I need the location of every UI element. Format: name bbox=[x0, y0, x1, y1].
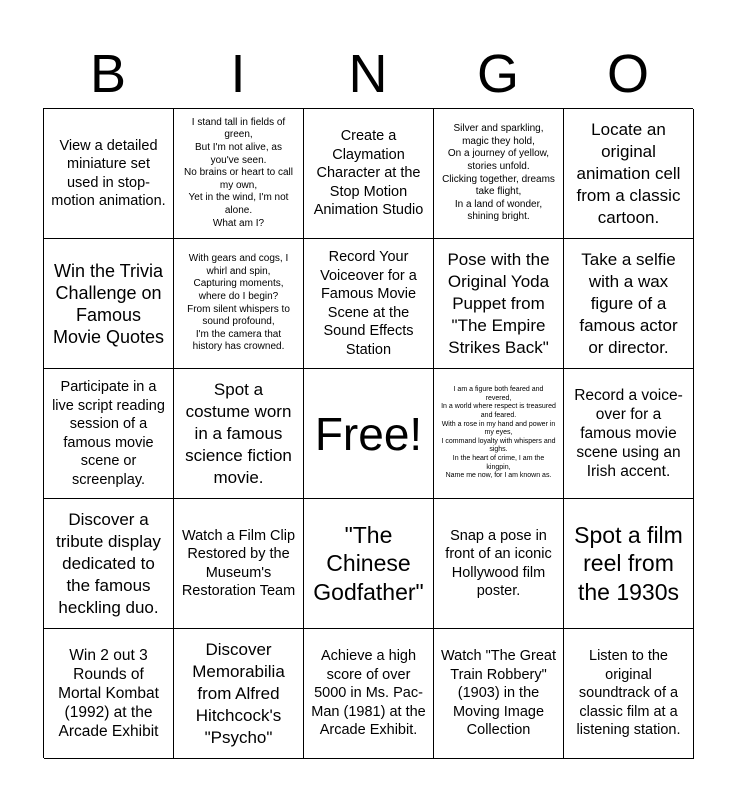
bingo-cell-r2c2 bbox=[174, 239, 304, 369]
free-space-text: Free! bbox=[314, 407, 423, 460]
cell-text: Silver and sparkling, magic they hold, On a journey of yellow, stories unfold. Clicking together, dreams take flight, In a land of wonder, shining bright. bbox=[442, 123, 555, 223]
header-letter-n: N bbox=[348, 44, 388, 104]
header-letter-i: I bbox=[230, 44, 246, 104]
bingo-grid bbox=[43, 108, 693, 758]
bingo-cell-r4c5 bbox=[564, 499, 694, 629]
cell-text: I am a figure both feared and revered, In a world where respect is treasured and feared. With a rose in my hand and power in my eyes, I command loyalty with whispers and sighs. In the heart of crime, I am the kingpin, Name me now, for I am known as. bbox=[441, 386, 556, 480]
bingo-cell-r5c4 bbox=[434, 629, 564, 759]
cell-text: Snap a pose in front of an iconic Hollywood film poster. bbox=[445, 527, 552, 599]
bingo-cell-r2c4 bbox=[434, 239, 564, 369]
cell-text: Spot a costume worn in a famous science fiction movie. bbox=[185, 379, 292, 487]
bingo-cell-r5c1 bbox=[44, 629, 174, 759]
cell-text: Discover a tribute display dedicated to the famous heckling duo. bbox=[56, 509, 161, 617]
bingo-cell-r4c1 bbox=[44, 499, 174, 629]
bingo-cell-free bbox=[304, 369, 434, 499]
cell-text: Locate an original animation cell from a classic cartoon. bbox=[576, 119, 681, 227]
cell-text: Achieve a high score of over 5000 in Ms. Pac-Man (1981) at the Arcade Exhibit. bbox=[311, 648, 426, 739]
cell-text: "The Chinese Godfather" bbox=[313, 521, 424, 605]
bingo-cell-r2c5 bbox=[564, 239, 694, 369]
cell-text: Record a voice-over for a famous movie scene using an Irish accent. bbox=[574, 387, 683, 480]
cell-text: Watch a Film Clip Restored by the Museum's Restoration Team bbox=[181, 527, 296, 599]
bingo-cell-r1c3 bbox=[304, 109, 434, 239]
bingo-header bbox=[43, 40, 693, 108]
bingo-cell-r3c1 bbox=[44, 369, 174, 499]
bingo-cell-r4c3 bbox=[304, 499, 434, 629]
bingo-cell-r5c3 bbox=[304, 629, 434, 759]
cell-text: View a detailed miniature set used in stop-motion animation. bbox=[51, 137, 166, 209]
cell-text: With gears and cogs, I whirl and spin, Capturing moments, where do I begin? From silent whispers to sound profound, I'm the camera that history has crowned. bbox=[187, 253, 290, 353]
bingo-cell-r1c4 bbox=[434, 109, 564, 239]
bingo-cell-r1c1 bbox=[44, 109, 174, 239]
cell-text: Listen to the original soundtrack of a classic film at a listening station. bbox=[576, 648, 681, 739]
cell-text: Take a selfie with a wax figure of a famous actor or director. bbox=[579, 249, 678, 357]
cell-text: Pose with the Original Yoda Puppet from "The Empire Strikes Back" bbox=[447, 249, 550, 357]
cell-text: Win 2 out 3 Rounds of Mortal Kombat (1992) at the Arcade Exhibit bbox=[58, 647, 159, 740]
bingo-cell-r3c4 bbox=[434, 369, 564, 499]
bingo-cell-r4c2 bbox=[174, 499, 304, 629]
bingo-cell-r5c5 bbox=[564, 629, 694, 759]
cell-text: Watch "The Great Train Robbery" (1903) in the Moving Image Collection bbox=[440, 648, 556, 739]
header-letter-b: B bbox=[89, 44, 127, 104]
header-letter-g: G bbox=[476, 44, 519, 104]
bingo-cell-r3c5 bbox=[564, 369, 694, 499]
bingo-cell-r1c2 bbox=[174, 109, 304, 239]
header-letter-o: O bbox=[606, 44, 649, 104]
bingo-cell-r2c1 bbox=[44, 239, 174, 369]
cell-text: Spot a film reel from the 1930s bbox=[574, 521, 683, 605]
bingo-cell-r4c4 bbox=[434, 499, 564, 629]
cell-text: Participate in a live script reading session of a famous movie scene or screenplay. bbox=[52, 379, 165, 488]
bingo-cell-r1c5 bbox=[564, 109, 694, 239]
bingo-cell-r3c2 bbox=[174, 369, 304, 499]
bingo-cell-r2c3 bbox=[304, 239, 434, 369]
cell-text: Win the Trivia Challenge on Famous Movie Quotes bbox=[52, 260, 165, 347]
cell-text: Discover Memorabilia from Alfred Hitchcock's "Psycho" bbox=[192, 639, 285, 747]
cell-text: I stand tall in fields of green, But I'm not alive, as you've seen. No brains or heart to call my own, Yet in the wind, I'm not alone. What am I? bbox=[184, 116, 293, 229]
cell-text: Record Your Voiceover for a Famous Movie Scene at the Sound Effects Station bbox=[320, 249, 417, 358]
cell-text: Create a Claymation Character at the Stop Motion Animation Studio bbox=[313, 128, 424, 219]
bingo-cell-r5c2 bbox=[174, 629, 304, 759]
